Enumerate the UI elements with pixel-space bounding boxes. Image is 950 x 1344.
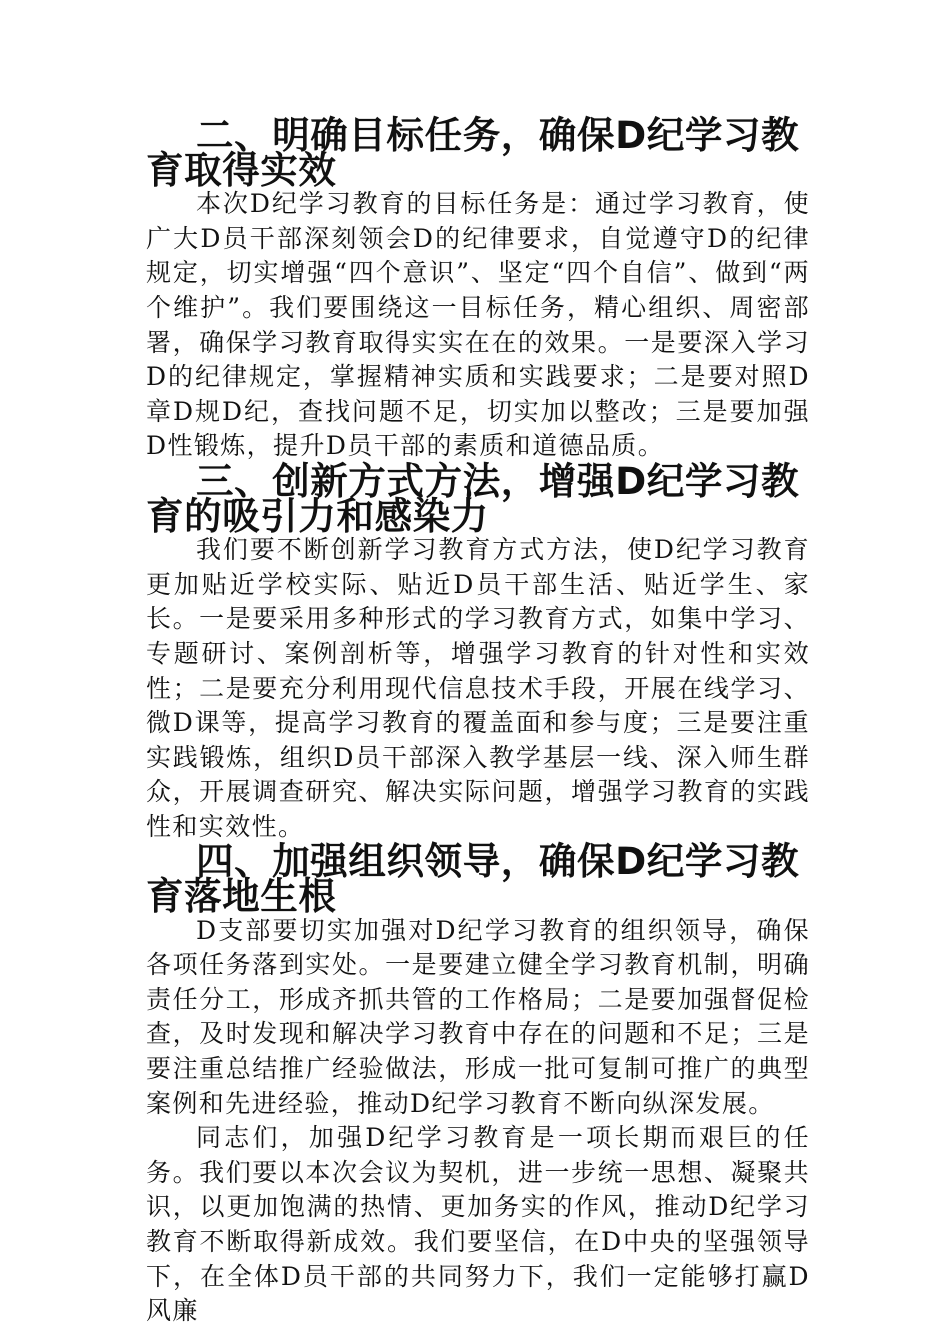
- section-3-paragraph-1: 我们要不断创新学习教育方式方法，使D纪学习教育更加贴近学校实际、贴近D员干部生活、贴近学生、家长。一是要采用多种形式的学习教育方式，如集中学习、专题研讨、案例剖析等，增强学习教育的针对性和实效性；二是要充分利用现代信息技术手段，开展在线学习、微D课等，提高学习教育的覆盖面和参与度；三是要注重实践锻炼，组织D员干部深入教学基层一线、深入师生群众，开展调查研究、解决实际问题，增强学习教育的实践性和实效性。: [146, 535, 810, 841]
- section-2-paragraph-1: 本次D纪学习教育的目标任务是：通过学习教育，使广大D员干部深刻领会D的纪律要求，自觉遵守D的纪律规定，切实增强“四个意识”、坚定“四个自信”、做到“两个维护”。我们要围绕这一目标任务，精心组织、周密部署，确保学习教育取得实实在在的效果。一是要深入学习D的纪律规定，掌握精神实质和实践要求；二是要对照D章D规D纪，查找问题不足，切实加以整改；三是要加强D性锻炼，提升D员干部的素质和道德品质。: [146, 189, 810, 461]
- section-heading-4: 四、加强组织领导，确保D纪学习教育落地生根: [146, 839, 800, 919]
- section-heading-2: 二、明确目标任务，确保D纪学习教育取得实效: [146, 113, 800, 192]
- section-heading-3: 三、创新方式方法，增强D纪学习教育的吸引力和感染力: [146, 458, 800, 538]
- section-4-paragraph-1: D支部要切实加强对D纪学习教育的组织领导，确保各项任务落到实处。一是要建立健全学习教育机制，明确责任分工，形成齐抓共管的工作格局；二是要加强督促检查，及时发现和解决学习教育中存在的问题和不足；三是要注重总结推广经验做法，形成一批可复制可推广的典型案例和先进经验，推动D纪学习教育不断向纵深发展。: [146, 915, 810, 1118]
- closing-paragraph: 同志们，加强D纪学习教育是一项长期而艰巨的任务。我们要以本次会议为契机，进一步统一思想、凝聚共识，以更加饱满的热情、更加务实的作风，推动D纪学习教育不断取得新成效。我们要坚信，在D中央的坚强领导下，在全体D员干部的共同努力下，我们一定能够打赢D风廉: [146, 1123, 810, 1326]
- document-body: [146, 113, 810, 1329]
